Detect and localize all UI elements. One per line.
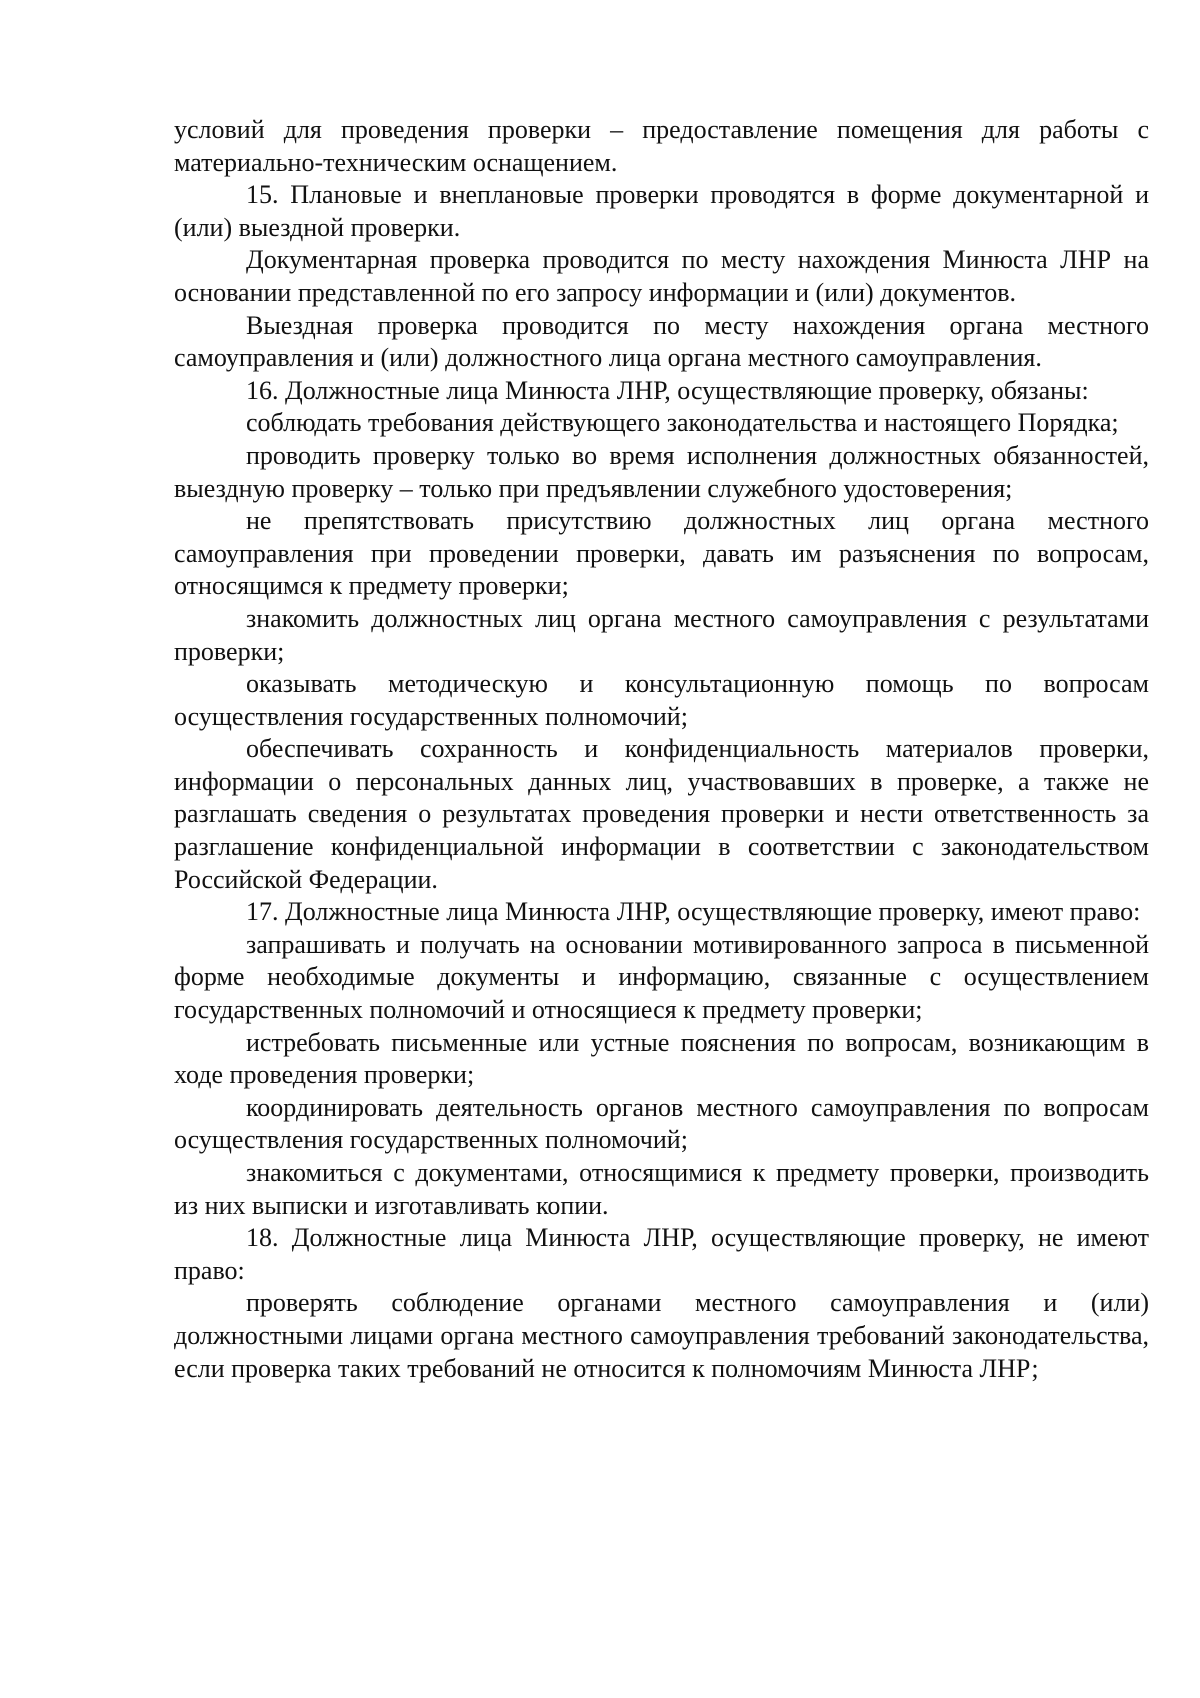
document-page [174, 114, 1149, 1385]
paragraph-restriction-1: проверять соблюдение органами местного самоуправления и (или) должностными лицами органа местного самоуправления требований законодательства, если проверка таких требований не относится к полномочиям Минюста ЛНР; [174, 1288, 1149, 1383]
paragraph-right-1: запрашивать и получать на основании мотивированного запроса в письменной форме необходимые документы и информацию, связанные с осуществлением государственных полномочий и относящиеся к предмету проверки; [174, 929, 1149, 1025]
paragraph-right-2: истребовать письменные или устные пояснения по вопросам, возникающим в ходе проведения проверки; [174, 1027, 1149, 1090]
paragraph-duty-6: обеспечивать сохранность и конфиденциальность материалов проверки, информации о персональных данных лиц, участвовавших в проверке, а также не разглашать сведения о результатах проведения проверки и нести ответственность за разглашение конфиденциальной информации в соответствии с законодательством Российской Федерации. [174, 734, 1149, 894]
paragraph-duty-5: оказывать методическую и консультационную помощь по вопросам осуществления государственных полномочий; [174, 669, 1149, 731]
paragraph-duty-4: знакомить должностных лиц органа местного самоуправления с результатами проверки; [174, 603, 1149, 666]
paragraph-right-4: знакомиться с документами, относящимися к предмету проверки, производить из них выписки и изготавливать копии. [174, 1158, 1149, 1220]
paragraph-documentary-check: Документарная проверка проводится по месту нахождения Минюста ЛНР на основании представленной по его запросу информации и (или) документов. [174, 245, 1149, 307]
paragraph-duty-3: не препятствовать присутствию должностных лиц органа местного самоуправления при проведении проверки, давать им разъяснения по вопросам, относящимся к предмету проверки; [174, 506, 1149, 601]
paragraph-onsite-check: Выездная проверка проводится по месту нахождения органа местного самоуправления и (или) должностного лица органа местного самоуправления. [174, 310, 1149, 373]
paragraph-clause-15: 15. Плановые и внеплановые проверки проводятся в форме документарной и (или) выездной проверки. [174, 180, 1149, 242]
paragraph-clause-18: 18. Должностные лица Минюста ЛНР, осуществляющие проверку, не имеют право: [174, 1223, 1149, 1285]
paragraph-clause-16: 16. Должностные лица Минюста ЛНР, осуществляющие проверку, обязаны: [246, 375, 1089, 405]
paragraph-clause-17: 17. Должностные лица Минюста ЛНР, осуществляющие проверку, имеют право: [246, 897, 1141, 927]
paragraph-continuation: условий для проведения проверки – предоставление помещения для работы с материально-техническим оснащением. [174, 115, 1149, 177]
paragraph-duty-2: проводить проверку только во время исполнения должностных обязанностей, выездную проверку – только при предъявлении служебного удостоверения; [174, 440, 1149, 503]
paragraph-right-3: координировать деятельность органов местного самоуправления по вопросам осуществления государственных полномочий; [174, 1092, 1149, 1155]
paragraph-duty-1: соблюдать требования действующего законодательства и настоящего Порядка; [246, 408, 1119, 438]
